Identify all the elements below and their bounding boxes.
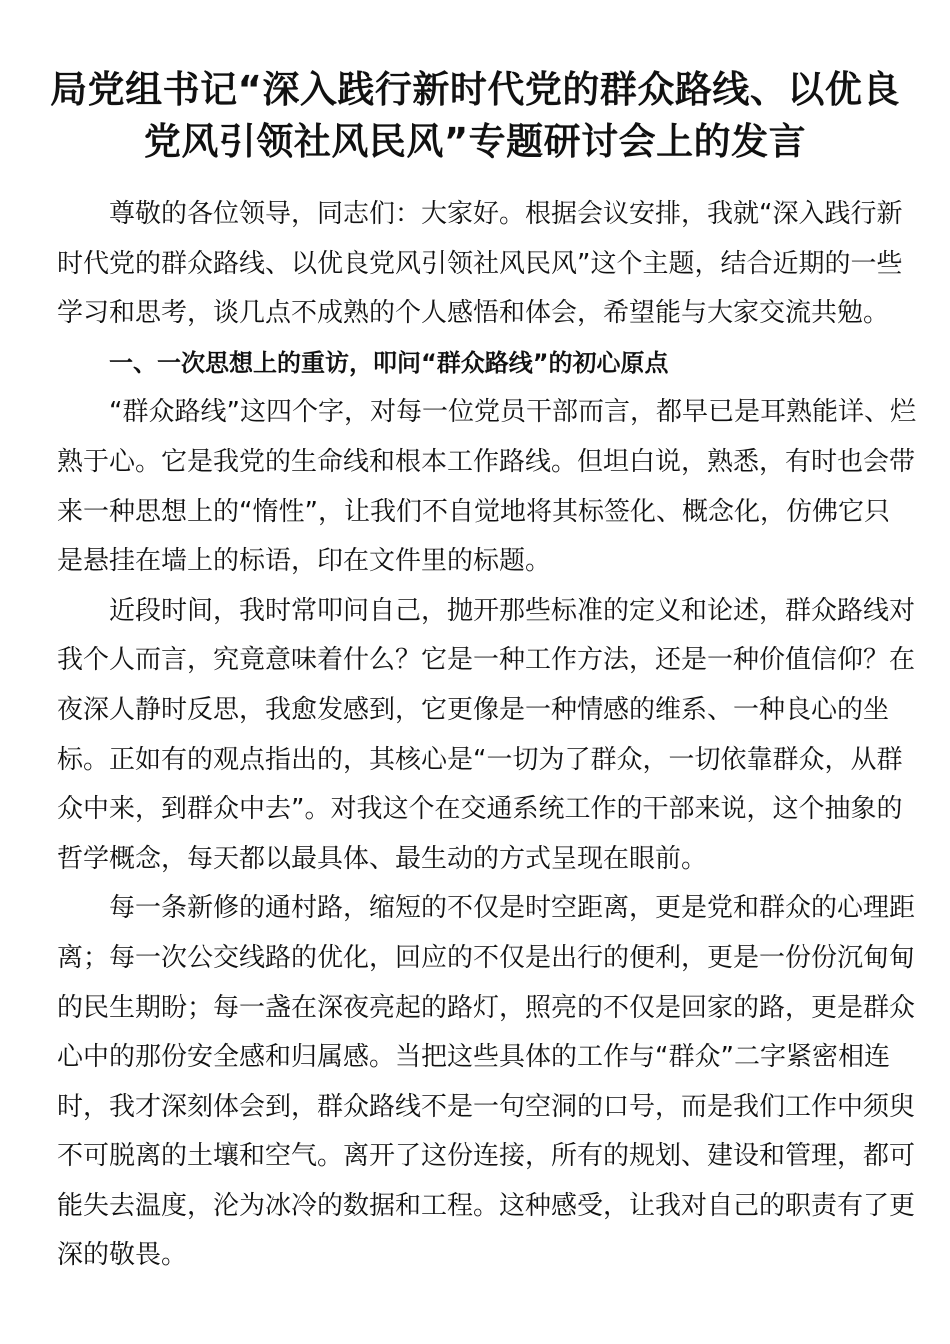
paragraph-line: 不可脱离的土壤和空气。离开了这份连接，所有的规划、建设和管理，都可 [57,1141,916,1172]
document-body [57,190,916,1281]
title-line-1: 局党组书记“深入践行新时代党的群众路线、以优良 [50,68,900,111]
paragraph-line: 我个人而言，究竟意味着什么？它是一种工作方法，还是一种价值信仰？在 [57,645,916,676]
paragraph-line: 离；每一次公交线路的优化，回应的不仅是出行的便利，更是一份份沉甸甸 [57,942,916,973]
paragraph-line: 是悬挂在墙上的标语，印在文件里的标题。 [57,546,552,577]
paragraph-line: 时代党的群众路线、以优良党风引领社风民风”这个主题，结合近期的一些 [57,248,903,279]
paragraph-opening-line: “群众路线”这四个字，对每一位党员干部而言，都早已是耳熟能详、烂 [109,397,916,428]
paragraph-line: 的民生期盼；每一盏在深夜亮起的路灯，照亮的不仅是回家的路，更是群众 [57,992,916,1023]
section-heading: 一、一次思想上的重访，叩问“群众路线”的初心原点 [109,348,669,377]
paragraph-line: 时，我才深刻体会到，群众路线不是一句空洞的口号，而是我们工作中须臾 [57,1091,916,1122]
paragraph-opening-line: 每一条新修的通村路，缩短的不仅是时空距离，更是党和群众的心理距 [109,893,916,924]
paragraph-line: 学习和思考，谈几点不成熟的个人感悟和体会，希望能与大家交流共勉。 [57,298,890,329]
paragraph-line: 熟于心。它是我党的生命线和根本工作路线。但坦白说，熟悉，有时也会带 [57,446,916,477]
paragraph-opening-line: 尊敬的各位领导，同志们：大家好。根据会议安排，我就“深入践行新 [109,199,903,229]
paragraph-line: 深的敬畏。 [57,1240,188,1271]
paragraph-line: 标。正如有的观点指出的，其核心是“一切为了群众，一切依靠群众，从群 [57,744,903,775]
paragraph-line: 夜深人静时反思，我愈发感到，它更像是一种情感的维系、一种良心的坐 [57,694,890,725]
paragraph-line: 众中来，到群众中去”。对我这个在交通系统工作的干部来说，这个抽象的 [57,794,903,825]
paragraph-line: 哲学概念，每天都以最具体、最生动的方式呈现在眼前。 [57,843,708,874]
paragraph-line: 能失去温度，沦为冰冷的数据和工程。这种感受，让我对自己的职责有了更 [57,1190,916,1221]
paragraph-line: 心中的那份安全感和归属感。当把这些具体的工作与“群众”二字紧密相连 [57,1042,890,1073]
title-line-2: 党风引领社风民风”专题研讨会上的发言 [143,120,807,163]
paragraph-opening-line: 近段时间，我时常叩问自己，抛开那些标准的定义和论述，群众路线对 [109,595,916,626]
document-title [40,64,910,168]
paragraph-line: 来一种思想上的“惰性”，让我们不自觉地将其标签化、概念化，仿佛它只 [57,496,890,527]
